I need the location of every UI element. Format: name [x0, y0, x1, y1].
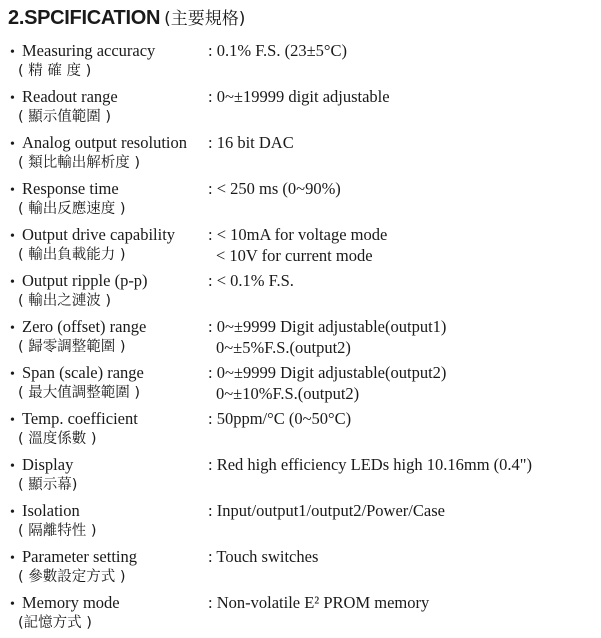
spec-line: [10, 592, 595, 613]
spec-line: [10, 270, 595, 291]
spec-value: : 0~±19999 digit adjustable: [208, 87, 390, 106]
spec-value: : 0~±9999 Digit adjustable(output1): [208, 317, 447, 336]
spec-chinese-label: ( 歸零調整範圍 ): [18, 339, 126, 355]
spec-label-text: Zero (offset) range: [22, 317, 147, 336]
bullet-icon: •: [10, 367, 15, 382]
spec-value: : Red high efficiency LEDs high 10.16mm (0.4"): [208, 455, 532, 474]
spec-label: [10, 408, 138, 431]
bullet-icon: •: [10, 459, 15, 474]
spec-label-text: Temp. coefficient: [22, 409, 138, 428]
spec-line: [10, 383, 595, 404]
spec-label-text: Analog output resolution: [22, 133, 187, 152]
spec-chinese-label: ( 顯示幕): [18, 477, 78, 493]
spec-line: [10, 245, 595, 266]
spec-item: [10, 86, 595, 128]
spec-item: [10, 178, 595, 220]
spec-label: [10, 132, 187, 155]
spec-line: [10, 362, 595, 383]
spec-line: [10, 567, 595, 588]
spec-line: [10, 613, 595, 634]
spec-line: [10, 153, 595, 174]
spec-line: [10, 337, 595, 358]
spec-chinese-label: ( 最大值調整範圍 ): [18, 385, 141, 401]
spec-line: [10, 521, 595, 542]
spec-chinese-label: ( 輸出反應速度 ): [18, 201, 126, 217]
spec-label-text: Response time: [22, 179, 119, 198]
spec-value: : 16 bit DAC: [208, 133, 294, 152]
spec-item: [10, 454, 595, 496]
spec-label: [10, 178, 119, 201]
spec-chinese-label: ( 精 確 度 ): [18, 63, 92, 79]
spec-line: [10, 408, 595, 429]
spec-line: [10, 500, 595, 521]
spec-label: [10, 546, 137, 569]
bullet-icon: •: [10, 413, 15, 428]
spec-line: [10, 86, 595, 107]
spec-line: [10, 316, 595, 337]
spec-line: [10, 454, 595, 475]
spec-line: [10, 429, 595, 450]
bullet-icon: •: [10, 137, 15, 152]
spec-label: [10, 592, 120, 615]
bullet-icon: •: [10, 183, 15, 198]
spec-item: [10, 132, 595, 174]
spec-item: [10, 316, 595, 358]
spec-label: [10, 362, 144, 385]
spec-label-text: Readout range: [22, 87, 118, 106]
spec-item: [10, 408, 595, 450]
spec-value: : < 250 ms (0~90%): [208, 179, 341, 198]
spec-label-text: Output drive capability: [22, 225, 176, 244]
bullet-icon: •: [10, 505, 15, 520]
spec-value: : < 10mA for voltage mode: [208, 225, 388, 244]
spec-value: : 0.1% F.S. (23±5°C): [208, 41, 348, 60]
spec-chinese-label: ( 顯示值範圍 ): [18, 109, 112, 125]
spec-line: [10, 224, 595, 245]
bullet-icon: •: [10, 275, 15, 290]
spec-line: [10, 178, 595, 199]
bullet-icon: •: [10, 229, 15, 244]
spec-list: [10, 40, 595, 638]
spec-label: [10, 270, 148, 293]
spec-line: [10, 475, 595, 496]
spec-label: [10, 316, 146, 339]
spec-chinese-label: ( 類比輸出解析度 ): [18, 155, 141, 171]
spec-label: [10, 86, 118, 109]
bullet-icon: •: [10, 45, 15, 60]
spec-item: [10, 592, 595, 634]
spec-value: : Input/output1/output2/Power/Case: [208, 501, 445, 520]
spec-item: [10, 546, 595, 588]
spec-value: : 0~±9999 Digit adjustable(output2): [208, 363, 447, 382]
spec-value: : < 0.1% F.S.: [208, 271, 294, 290]
bullet-icon: •: [10, 91, 15, 106]
spec-label-text: Parameter setting: [22, 547, 138, 566]
spec-item: [10, 40, 595, 82]
spec-value: < 10V for current mode: [216, 246, 373, 265]
spec-line: [10, 61, 595, 82]
section-title: 2.SPCIFICATION: [8, 7, 161, 29]
section-subtitle: (主要規格): [164, 9, 246, 29]
spec-chinese-label: ( 隔離特性 ): [18, 523, 97, 539]
spec-chinese-label: (記憶方式 ): [18, 615, 92, 631]
spec-line: [10, 291, 595, 312]
spec-item: [10, 500, 595, 542]
spec-chinese-label: ( 輸出負載能力 ): [18, 247, 126, 263]
bullet-icon: •: [10, 321, 15, 336]
spec-value: 0~±5%F.S.(output2): [216, 338, 351, 357]
spec-label: [10, 454, 73, 477]
spec-value: 0~±10%F.S.(output2): [216, 384, 360, 403]
spec-value: : Non-volatile E² PROM memory: [208, 593, 430, 612]
spec-chinese-label: ( 參數設定方式 ): [18, 569, 126, 585]
spec-label-text: Isolation: [22, 501, 80, 520]
spec-label: [10, 500, 80, 523]
spec-line: [10, 40, 595, 61]
spec-label: [10, 224, 175, 247]
bullet-icon: •: [10, 597, 15, 612]
spec-item: [10, 224, 595, 266]
spec-item: [10, 362, 595, 404]
spec-chinese-label: ( 溫度係數 ): [18, 431, 97, 447]
spec-value: : Touch switches: [208, 547, 319, 566]
spec-label-text: Span (scale) range: [22, 363, 144, 382]
spec-line: [10, 107, 595, 128]
bullet-icon: •: [10, 551, 15, 566]
section-heading: [8, 4, 245, 30]
spec-label-text: Measuring accuracy: [22, 41, 156, 60]
spec-chinese-label: ( 輸出之漣波 ): [18, 293, 112, 309]
spec-item: [10, 270, 595, 312]
spec-label-text: Output ripple (p-p): [22, 271, 148, 290]
spec-line: [10, 132, 595, 153]
spec-value: : 50ppm/°C (0~50°C): [208, 409, 352, 428]
spec-line: [10, 546, 595, 567]
spec-label-text: Memory mode: [22, 593, 120, 612]
spec-label-text: Display: [22, 455, 74, 474]
spec-label: [10, 40, 155, 63]
spec-line: [10, 199, 595, 220]
